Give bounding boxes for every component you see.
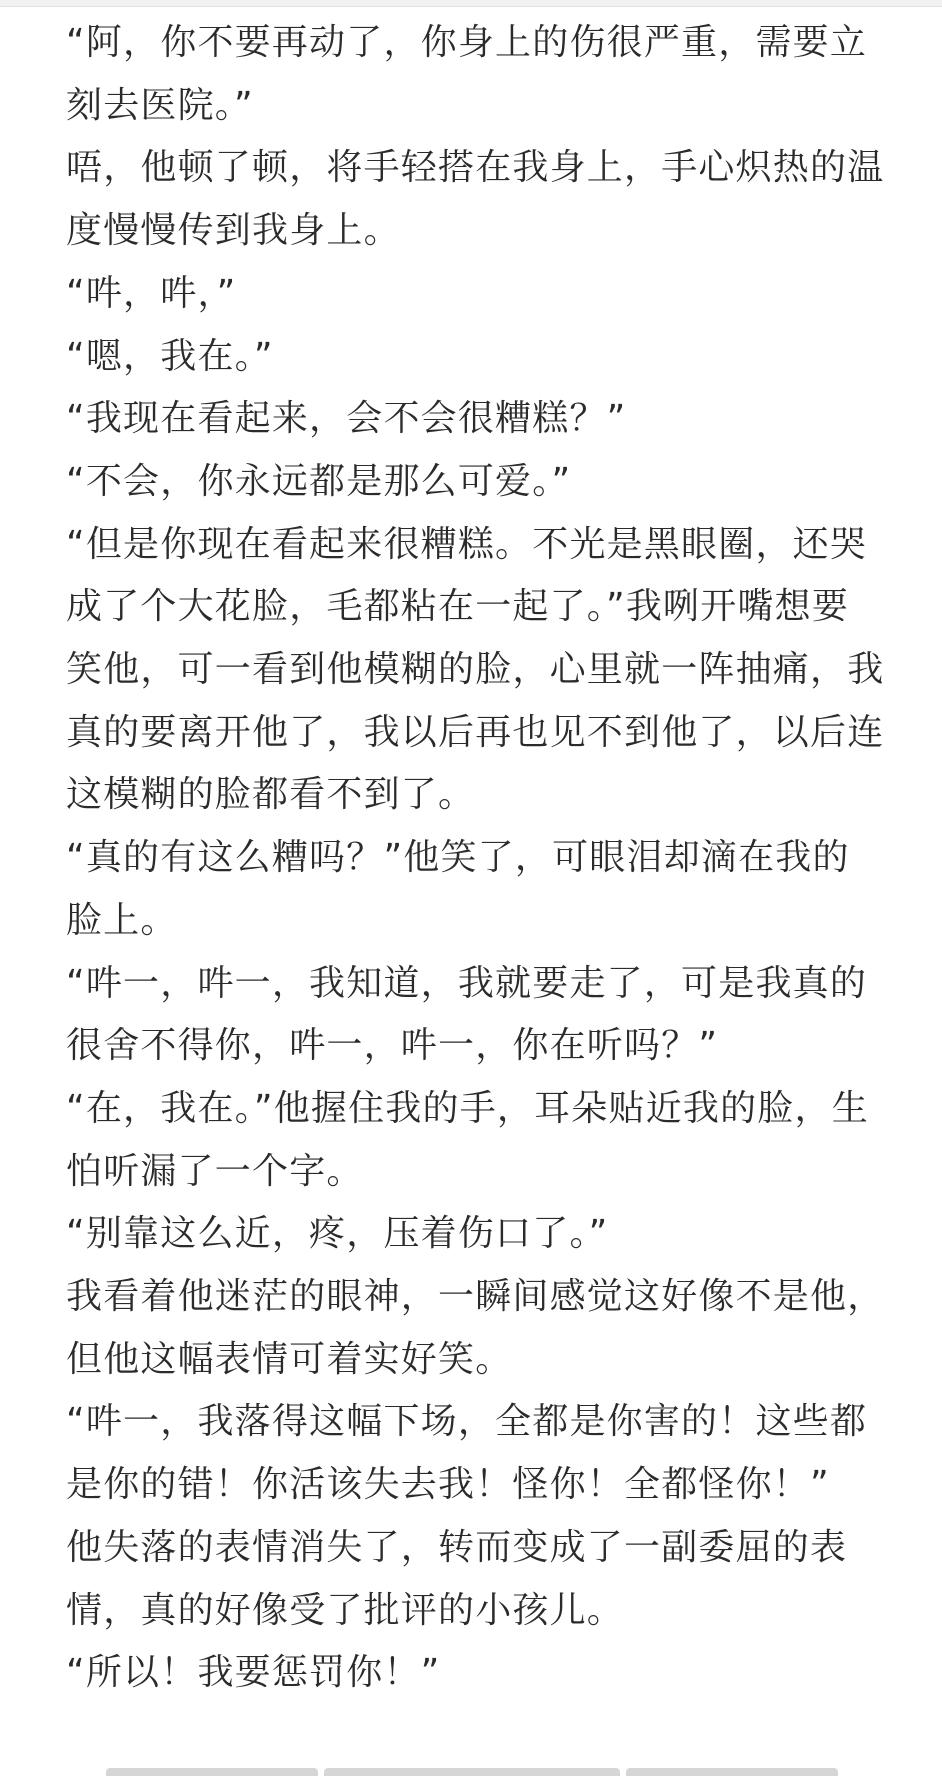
- paragraph: 唔，他顿了顿，将手轻搭在我身上，手心炽热的温度慢慢传到我身上。: [66, 147, 885, 252]
- paragraph: “吽一，吽一，我知道，我就要走了，可是我真的很舍不得你，吽一，吽一，你在听吗？”: [66, 962, 868, 1067]
- paragraph: “嗯，我在。”: [66, 335, 274, 377]
- paragraph: “所以！我要惩罚你！”: [66, 1652, 441, 1694]
- paragraph: “不会，你永远都是那么可爱。”: [66, 460, 572, 502]
- paragraph: “阿，你不要再动了，你身上的伤很严重，需要立刻去医院。”: [66, 22, 868, 126]
- bottom-toolbar: [0, 1768, 942, 1776]
- paragraph: 我看着他迷茫的眼神，一瞬间感觉这好像不是他，但他这幅表情可着实好笑。: [66, 1276, 885, 1380]
- paragraph: “吽，吽，”: [66, 272, 237, 314]
- paragraph: 他失落的表情消失了，转而变成了一副委屈的表情，真的好像受了批评的小孩儿。: [66, 1526, 848, 1631]
- toolbar-tab-1[interactable]: [106, 1768, 318, 1776]
- story-text: [66, 12, 886, 1705]
- top-edge: [0, 0, 942, 7]
- toolbar-tab-2[interactable]: [324, 1768, 620, 1776]
- paragraph: “吽一，我落得这幅下场，全都是你害的！这些都是你的错！你活该失去我！怪你！全都怪你！”: [66, 1401, 868, 1506]
- paragraph: “真的有这么糟吗？”他笑了，可眼泪却滴在我的脸上。: [66, 837, 850, 941]
- paragraph: “我现在看起来，会不会很糟糕？”: [66, 398, 627, 440]
- paragraph: “但是你现在看起来很糟糕。不光是黑眼圈，还哭成了个大花脸，毛都粘在一起了。”我咧开嘴想要笑他，可一看到他模糊的脸，心里就一阵抽痛，我真的要离开他了，我以后再也见不到他了，以后连这模糊的脸都看不到了。: [66, 523, 885, 816]
- paragraph: “在，我在。”他握住我的手，耳朵贴近我的脸，生怕听漏了一个字。: [66, 1087, 869, 1192]
- toolbar-tab-3[interactable]: [626, 1768, 838, 1776]
- paragraph: “别靠这么近，疼，压着伤口了。”: [66, 1213, 609, 1255]
